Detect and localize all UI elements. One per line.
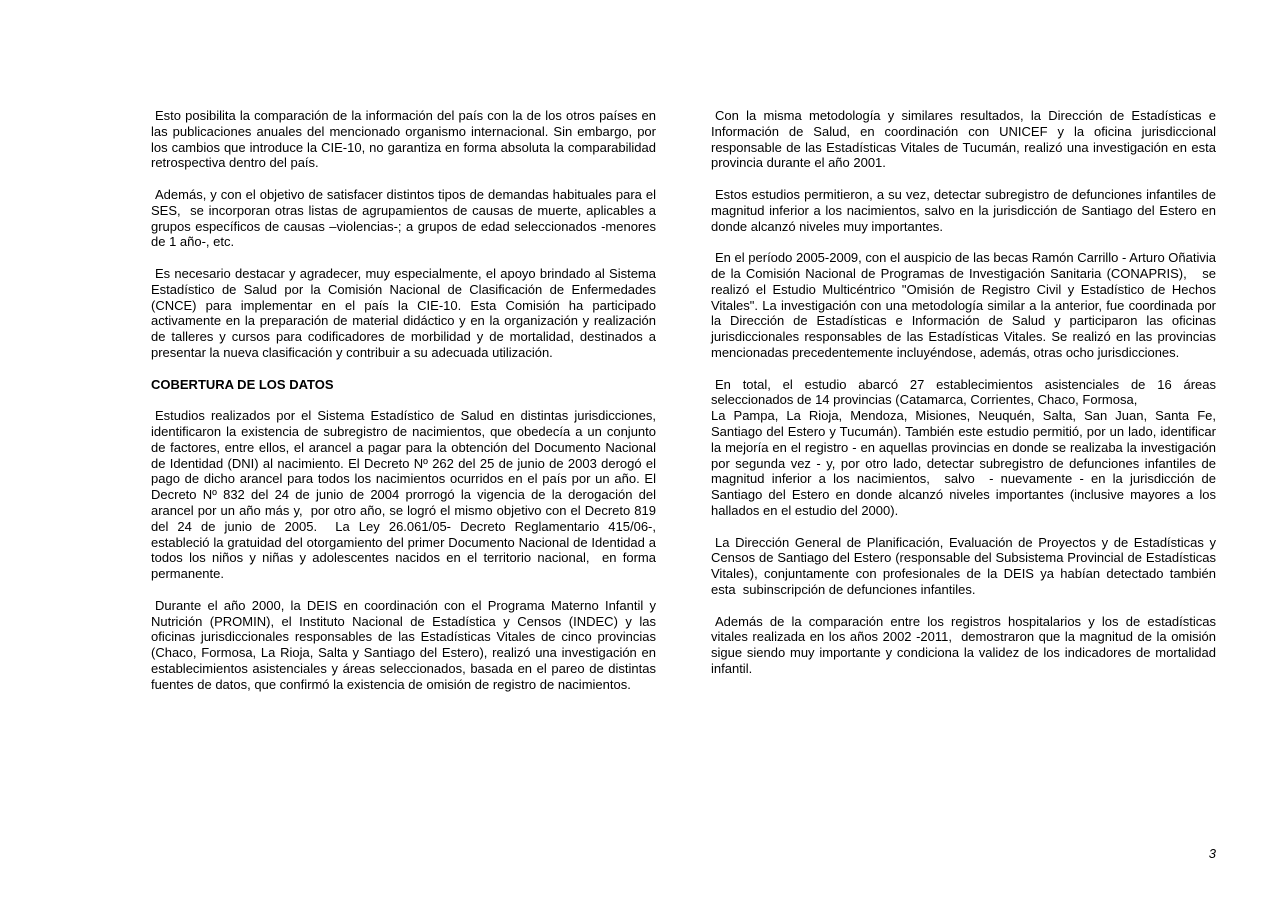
paragraph-acknowledgement: Es necesario destacar y agradecer, muy especialmente, el apoyo brindado al Sistema Estadístico de Salud por la Comisión Nacional de Clasificación de Enfermedades (CNCE) para implementar en el país la CIE-10. Esta Comisión ha participado activamente en la preparación de material didáctico y en la organización y realización de talleres y cursos para codificadores de morbilidad y de mortalidad, destinados a presentar la nueva clasificación y contribuir a su adecuada utilización.	[151, 265, 660, 360]
paragraph-total-study	[711, 376, 1220, 519]
paragraph-comparability: Esto posibilita la comparación de la información del país con la de los otros países en las publicaciones anuales del mencionado organismo internacional. Sin embargo, por los cambios que introduce la CIE-10, no garantiza en forma absoluta la comparabilidad retrospectiva dentro del país.	[151, 108, 660, 171]
paragraph-total-study-part1: En total, el estudio abarcó 27 establecimientos asistenciales de 16 áreas seleccionados de 14 provincias (Catamarca, Corrientes, Chaco, Formosa,	[711, 376, 1220, 408]
paragraph-infant-deaths: Estos estudios permitieron, a su vez, detectar subregistro de defunciones infantiles de magnitud inferior a los nacimientos, salvo en la jurisdicción de Santiago del Estero en donde alcanzó niveles muy importantes.	[711, 186, 1220, 234]
paragraph-total-study-part2: La Pampa, La Rioja, Mendoza, Misiones, Neuquén, Salta, San Juan, Santa Fe, Santiago del Estero y Tucumán). También este estudio permitió, por un lado, identificar la mejoría en el registro - en aquellas provincias en donde se realizaba la investigación por segunda vez - y, por otro lado, detectar subregistro de defunciones infantiles de magnitud inferior a los nacimientos, salvo - nuevamente - en la jurisdicción de Santiago del Estero en donde alcanzó niveles importantes (inclusive mayores a los hallados en el estudio del 2000).	[711, 408, 1220, 518]
paragraph-grouping-lists: Además, y con el objetivo de satisfacer distintos tipos de demandas habituales para el SES, se incorporan otras listas de agrupamientos de causas de muerte, aplicables a grupos específicos de causas –violencias-; a grupos de edad seleccionados -menores de 1 año-, etc.	[151, 186, 660, 250]
paragraph-tucuman: Con la misma metodología y similares resultados, la Dirección de Estadísticas e Información de Salud, en coordinación con UNICEF y la oficina jurisdiccional responsable de las Estadísticas Vitales de Tucumán, realizó una investigación en esta provincia durante el año 2001.	[711, 108, 1220, 171]
paragraph-2005-2009: En el período 2005-2009, con el auspicio de las becas Ramón Carrillo - Arturo Oñativia de la Comisión Nacional de Programas de Investigación Sanitaria (CONAPRIS), se realizó el Estudio Multicéntrico "Omisión de Registro Civil y Estadístico de Hechos Vitales". La investigación con una metodología similar a la anterior, fue coordinada por la Dirección de Estadísticas e Información de Salud y participaron las oficinas jurisdiccionales responsables de las Estadísticas Vitales. Se realizó en las provincias mencionadas precedentemente incluyéndose, además, otras ocho jurisdicciones.	[711, 250, 1224, 360]
paragraph-studies-dni: Estudios realizados por el Sistema Estadístico de Salud en distintas jurisdicciones, identificaron la existencia de subregistro de nacimientos, que obedecía a un conjunto de factores, entre ellos, el arancel a pagar para la obtención del Documento Nacional de Identidad (DNI) al nacimiento. El Decreto Nº 262 del 25 de junio de 2003 derogó el pago de dicho arancel para todos los nacimientos ocurridos en el país por un año. El Decreto Nº 832 del 24 de junio de 2004 prorrogó la vigencia de la derogación del arancel por un año más y, por otro año, se logró el mismo objetivo con el Decreto 819 del 24 de junio de 2005. La Ley 26.061/05- Decreto Reglamentario 415/06-, estableció la gratuidad del otorgamiento del primer Documento Nacional de Identidad a todos los niños y niñas y adolescentes nacidos en el territorio nacional, en forma permanente.	[151, 408, 667, 582]
page-number: 3	[1208, 846, 1216, 861]
section-heading: COBERTURA DE LOS DATOS	[151, 376, 334, 392]
paragraph-santiago-del-estero: La Dirección General de Planificación, Evaluación de Proyectos y de Estadísticas y Censos de Santiago del Estero (responsable del Subsistema Provincial de Estadísticas Vitales), conjuntamente con profesionales de la DEIS ya habían detectado también esta subinscripción de defunciones infantiles.	[711, 534, 1220, 597]
paragraph-year-2000: Durante el año 2000, la DEIS en coordinación con el Programa Materno Infantil y Nutrición (PROMIN), el Instituto Nacional de Estadística y Censos (INDEC) y las oficinas jurisdiccionales responsables de las Estadísticas Vitales de cinco provincias (Chaco, Formosa, La Rioja, Salta y Santiago del Estero), realizó una investigación en establecimientos asistenciales y áreas seleccionados, basada en el pareo de distintas fuentes de datos, que confirmó la existencia de omisión de registro de nacimientos.	[151, 597, 660, 692]
right-column	[711, 108, 1224, 692]
left-column	[151, 108, 667, 708]
paragraph-comparison: Además de la comparación entre los registros hospitalarios y los de estadísticas vitales realizada en los años 2002 -2011, demostraron que la magnitud de la omisión sigue siendo muy importante y condiciona la validez de los indicadores de mortalidad infantil.	[711, 613, 1220, 676]
